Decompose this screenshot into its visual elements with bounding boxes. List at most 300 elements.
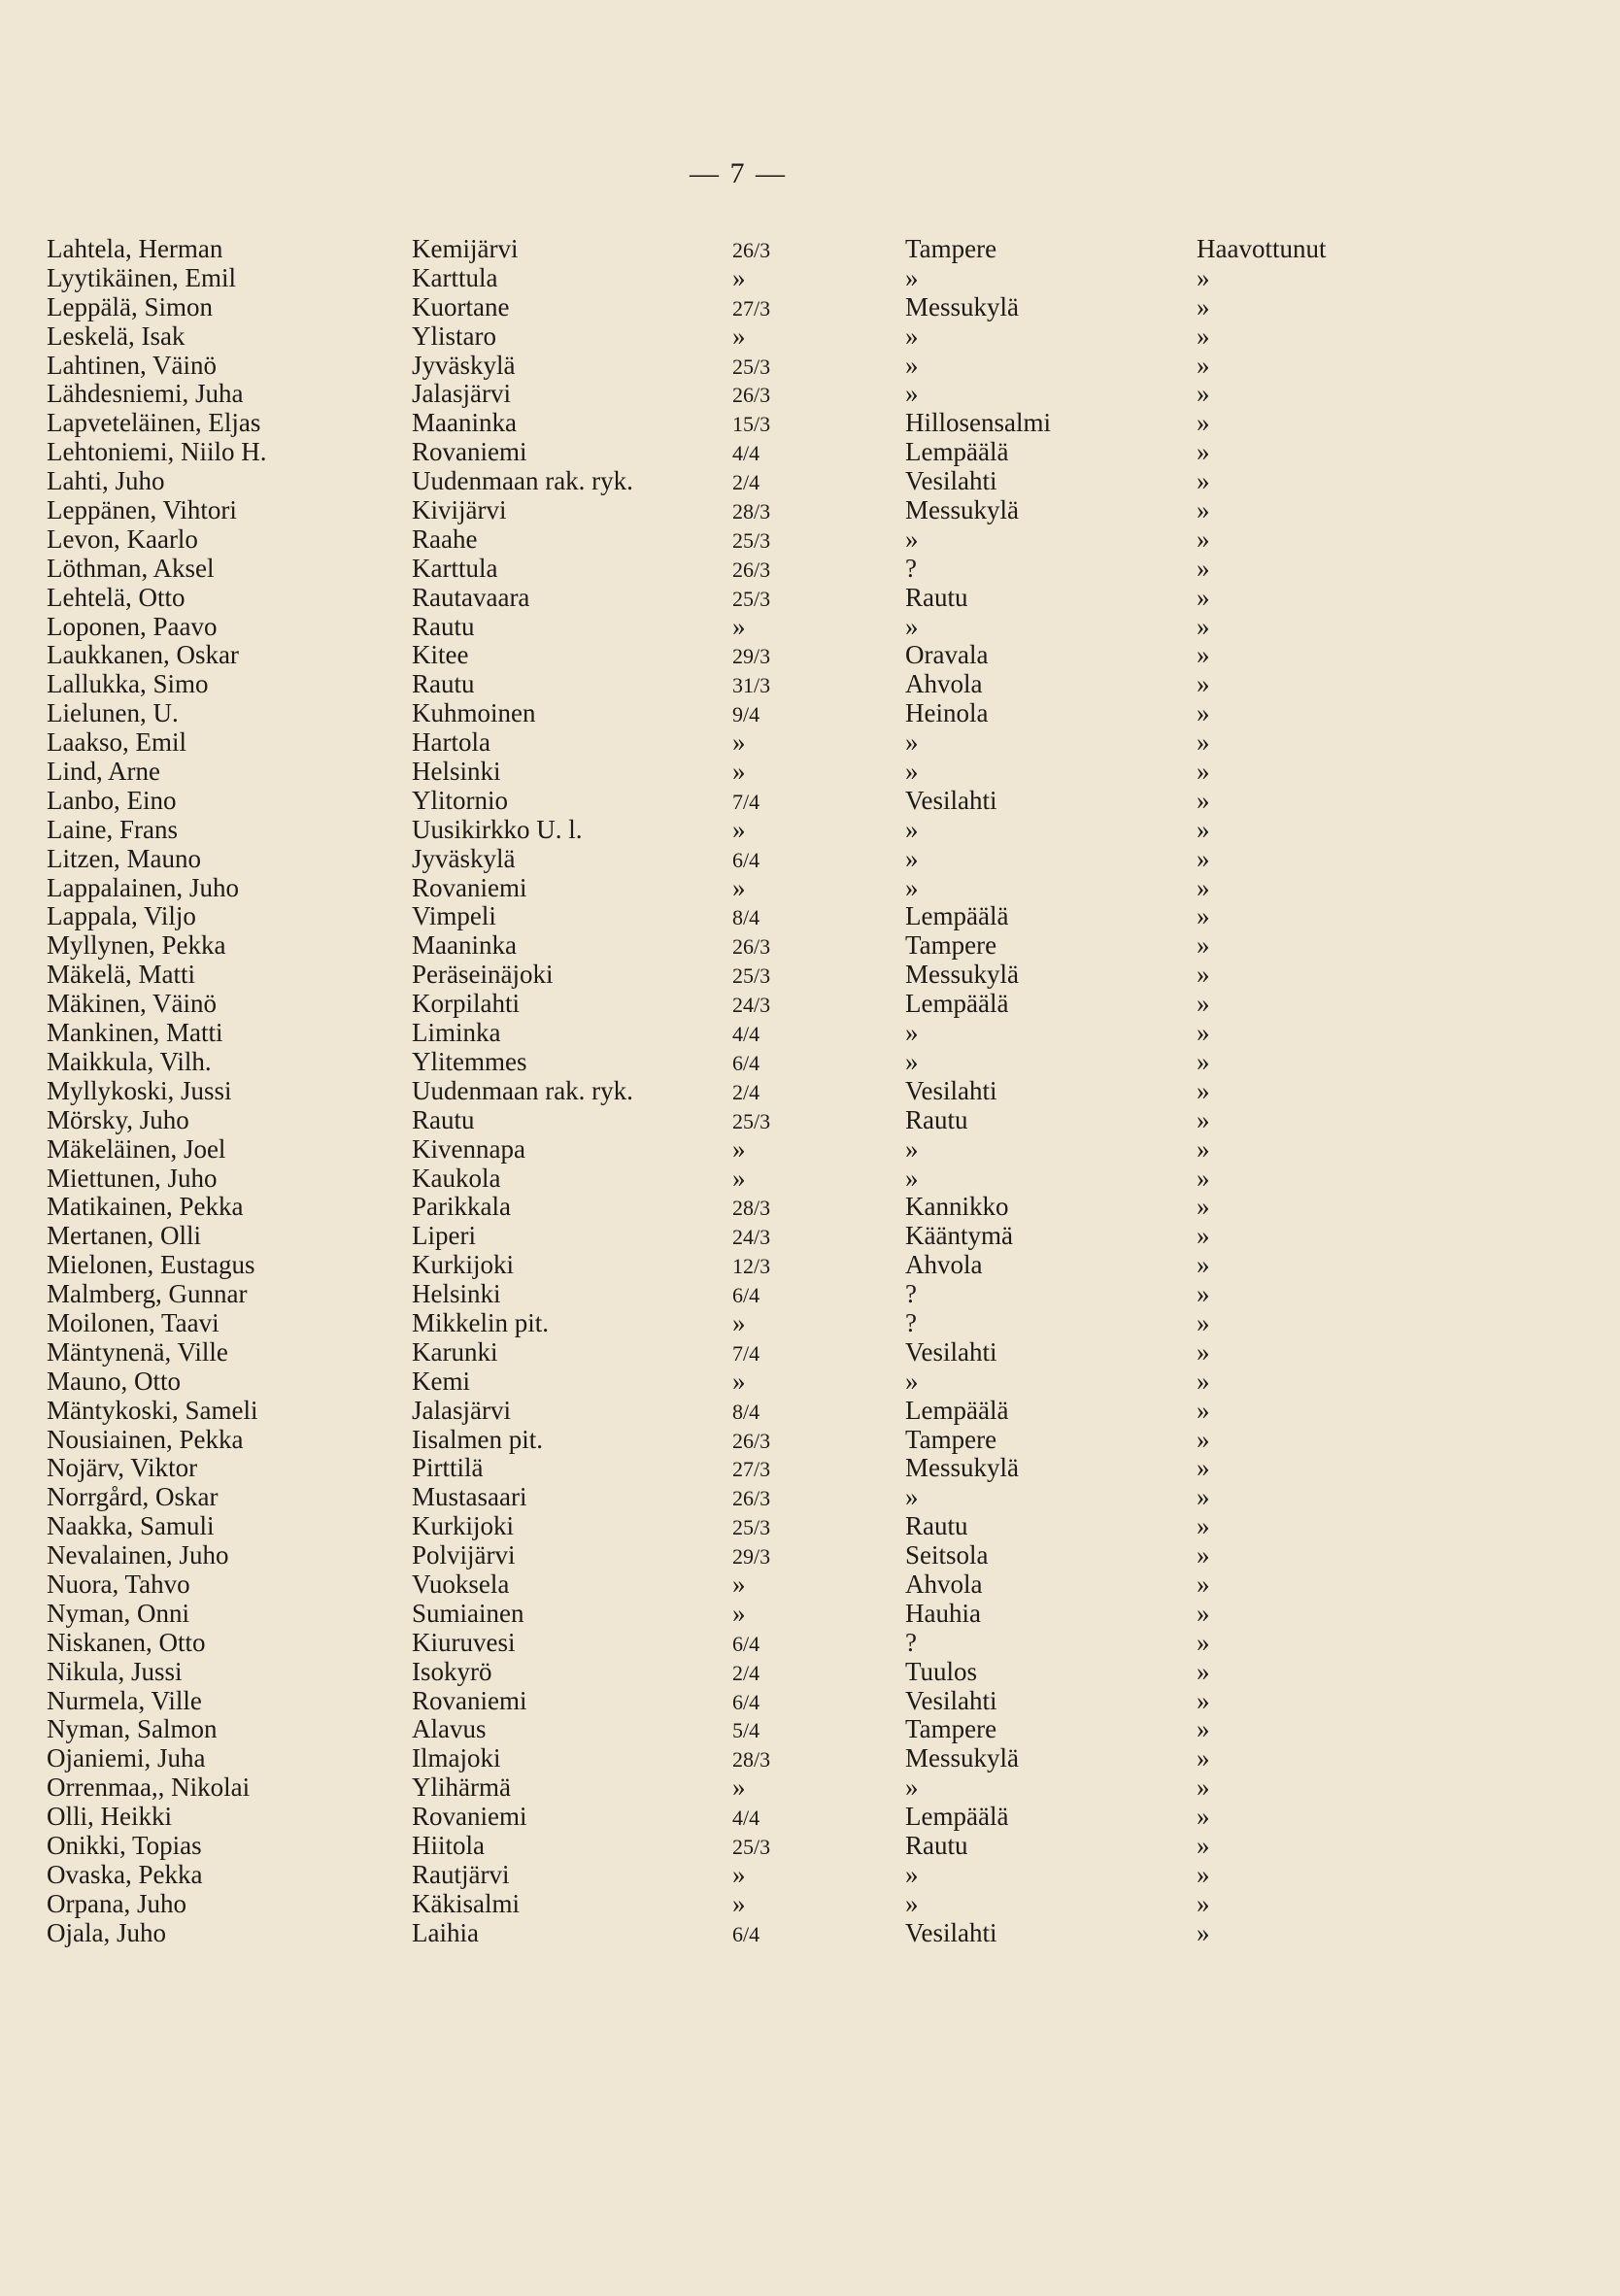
date-cell: » <box>732 757 746 787</box>
destination-cell: Ahvola <box>905 669 983 699</box>
destination-cell: » <box>905 1018 919 1048</box>
status-cell: » <box>1197 262 1210 292</box>
soldier-name-cell: Nyman, Onni <box>47 1598 189 1628</box>
date-cell: 28/3 <box>732 1747 771 1773</box>
soldier-name-cell: Lind, Arne <box>47 757 160 787</box>
date-cell: 25/3 <box>732 354 771 379</box>
list-row <box>47 1483 1329 1512</box>
destination-cell: » <box>905 727 919 758</box>
status-cell: » <box>1197 930 1210 961</box>
destination-cell: » <box>905 523 919 554</box>
home-place-cell: Kemi <box>412 1366 470 1396</box>
list-row <box>47 1280 1329 1309</box>
status-cell: » <box>1197 1773 1210 1803</box>
destination-cell: Kääntymä <box>905 1221 1013 1251</box>
home-place-cell: Mustasaari <box>412 1482 527 1512</box>
soldier-name-cell: Mankinen, Matti <box>47 1018 223 1048</box>
page-number: — 7 — <box>690 157 787 189</box>
home-place-cell: Uudenmaan rak. ryk. <box>412 466 633 496</box>
status-cell: » <box>1197 466 1210 496</box>
list-row <box>47 1135 1329 1165</box>
list-row <box>47 1861 1329 1890</box>
list-row <box>47 1715 1329 1744</box>
status-cell: » <box>1197 1279 1210 1309</box>
status-cell: » <box>1197 1714 1210 1744</box>
destination-cell: » <box>905 1366 919 1396</box>
status-cell: » <box>1197 1685 1210 1715</box>
destination-cell: Messukylä <box>905 495 1019 525</box>
home-place-cell: Vimpeli <box>412 901 496 931</box>
soldier-name-cell: Lallukka, Simo <box>47 669 209 699</box>
home-place-cell: Käkisalmi <box>412 1888 520 1918</box>
status-cell: » <box>1197 1511 1210 1541</box>
home-place-cell: Rautjärvi <box>412 1859 510 1889</box>
list-row <box>47 1919 1329 1948</box>
destination-cell: Vesilahti <box>905 1075 997 1105</box>
status-cell: » <box>1197 1163 1210 1193</box>
status-cell: » <box>1197 757 1210 787</box>
soldier-name-cell: Mäntynenä, Ville <box>47 1336 228 1367</box>
home-place-cell: Liperi <box>412 1221 476 1251</box>
home-place-cell: Rautu <box>412 1104 475 1134</box>
soldier-name-cell: Mäntykoski, Sameli <box>47 1395 258 1425</box>
destination-cell: Rautu <box>905 582 968 612</box>
date-cell: 8/4 <box>732 1399 760 1424</box>
soldier-name-cell: Lielunen, U. <box>47 698 179 728</box>
status-cell: » <box>1197 1830 1210 1860</box>
date-cell: 7/4 <box>732 789 760 814</box>
soldier-name-cell: Lapveteläinen, Eljas <box>47 408 261 438</box>
list-row <box>47 931 1329 961</box>
home-place-cell: Mikkelin pit. <box>412 1307 549 1337</box>
list-row <box>47 1803 1329 1832</box>
soldier-name-cell: Lahtela, Herman <box>47 234 223 263</box>
status-cell: » <box>1197 1366 1210 1396</box>
date-cell: 2/4 <box>732 1660 760 1685</box>
date-cell: 5/4 <box>732 1718 760 1743</box>
list-row <box>47 961 1329 990</box>
status-cell: » <box>1197 843 1210 873</box>
status-cell: » <box>1197 1424 1210 1454</box>
destination-cell: » <box>905 843 919 873</box>
destination-cell: Messukylä <box>905 1453 1019 1483</box>
date-cell: » <box>732 1307 746 1337</box>
status-cell: » <box>1197 408 1210 438</box>
home-place-cell: Isokyrö <box>412 1656 492 1686</box>
soldier-name-cell: Nojärv, Viktor <box>47 1453 198 1483</box>
date-cell: 26/3 <box>732 1428 771 1453</box>
destination-cell: Rautu <box>905 1104 968 1134</box>
soldier-name-cell: Nyman, Salmon <box>47 1714 218 1744</box>
destination-cell: » <box>905 1046 919 1076</box>
status-cell: » <box>1197 379 1210 409</box>
list-row <box>47 1658 1329 1687</box>
list-row <box>47 787 1329 816</box>
home-place-cell: Rovaniemi <box>412 1685 527 1715</box>
destination-cell: Lempäälä <box>905 437 1009 467</box>
date-cell: 25/3 <box>732 1515 771 1540</box>
date-cell: » <box>732 872 746 902</box>
date-cell: » <box>732 727 746 758</box>
status-cell: » <box>1197 1627 1210 1657</box>
destination-cell: Lempäälä <box>905 989 1009 1019</box>
destination-cell: Ahvola <box>905 1569 983 1599</box>
soldier-name-cell: Orrenmaa,, Nikolai <box>47 1773 251 1803</box>
soldier-name-cell: Lehtoniemi, Niilo H. <box>47 437 267 467</box>
list-row <box>47 1048 1329 1077</box>
list-row <box>47 758 1329 787</box>
destination-cell: » <box>905 872 919 902</box>
destination-cell: » <box>905 1163 919 1193</box>
destination-cell: ? <box>905 1627 917 1657</box>
soldier-name-cell: Nurmela, Ville <box>47 1685 202 1715</box>
list-row <box>47 555 1329 584</box>
status-cell: » <box>1197 1802 1210 1832</box>
list-row <box>47 1222 1329 1251</box>
soldier-name-cell: Myllykoski, Jussi <box>47 1075 232 1105</box>
status-cell: » <box>1197 1482 1210 1512</box>
list-row <box>47 613 1329 642</box>
status-cell: » <box>1197 989 1210 1019</box>
status-cell: » <box>1197 1917 1210 1947</box>
soldier-name-cell: Mielonen, Eustagus <box>47 1250 255 1280</box>
home-place-cell: Jalasjärvi <box>412 1395 511 1425</box>
list-row <box>47 1600 1329 1629</box>
home-place-cell: Rautu <box>412 669 475 699</box>
list-row <box>47 699 1329 728</box>
home-place-cell: Kurkijoki <box>412 1250 514 1280</box>
soldier-name-cell: Onikki, Topias <box>47 1830 202 1860</box>
status-cell: » <box>1197 1046 1210 1076</box>
destination-cell: » <box>905 262 919 292</box>
soldier-name-cell: Lanbo, Eino <box>47 785 177 815</box>
soldier-name-cell: Laine, Frans <box>47 814 178 844</box>
list-row <box>47 816 1329 845</box>
destination-cell: Kannikko <box>905 1192 1009 1222</box>
home-place-cell: Rovaniemi <box>412 872 527 902</box>
soldier-name-cell: Mörsky, Juho <box>47 1104 189 1134</box>
date-cell: 6/4 <box>732 1689 760 1714</box>
status-cell: » <box>1197 1133 1210 1164</box>
soldier-name-cell: Maikkula, Vilh. <box>47 1046 212 1076</box>
date-cell: 28/3 <box>732 499 771 524</box>
status-cell: » <box>1197 1250 1210 1280</box>
list-row <box>47 990 1329 1019</box>
destination-cell: » <box>905 1888 919 1918</box>
destination-cell: Rautu <box>905 1830 968 1860</box>
destination-cell: » <box>905 814 919 844</box>
home-place-cell: Karttula <box>412 262 498 292</box>
home-place-cell: Kiuruvesi <box>412 1627 516 1657</box>
status-cell: » <box>1197 611 1210 641</box>
soldier-name-cell: Naakka, Samuli <box>47 1511 215 1541</box>
status-cell: » <box>1197 1104 1210 1134</box>
soldier-name-cell: Niskanen, Otto <box>47 1627 206 1657</box>
status-cell: » <box>1197 640 1210 670</box>
soldier-name-cell: Norrgård, Oskar <box>47 1482 219 1512</box>
list-row <box>47 1773 1329 1803</box>
date-cell: » <box>732 1569 746 1599</box>
destination-cell: Vesilahti <box>905 1685 997 1715</box>
date-cell: 29/3 <box>732 644 771 669</box>
home-place-cell: Rautu <box>412 611 475 641</box>
status-cell: » <box>1197 1453 1210 1483</box>
status-cell: » <box>1197 582 1210 612</box>
date-cell: 25/3 <box>732 527 771 553</box>
status-cell: » <box>1197 1307 1210 1337</box>
list-row <box>47 1367 1329 1397</box>
home-place-cell: Polvijärvi <box>412 1540 516 1570</box>
home-place-cell: Karunki <box>412 1336 498 1367</box>
home-place-cell: Maaninka <box>412 930 517 961</box>
soldier-name-cell: Mäkinen, Väinö <box>47 989 217 1019</box>
date-cell: » <box>732 1859 746 1889</box>
list-row <box>47 1570 1329 1600</box>
date-cell: » <box>732 814 746 844</box>
soldier-name-cell: Loponen, Paavo <box>47 611 218 641</box>
home-place-cell: Liminka <box>412 1018 501 1048</box>
list-row <box>47 264 1329 293</box>
status-cell: » <box>1197 698 1210 728</box>
date-cell: 26/3 <box>732 934 771 960</box>
destination-cell: Tampere <box>905 1424 997 1454</box>
home-place-cell: Jyväskylä <box>412 350 516 380</box>
status-cell: » <box>1197 437 1210 467</box>
soldier-name-cell: Mauno, Otto <box>47 1366 181 1396</box>
status-cell: » <box>1197 1598 1210 1628</box>
list-row <box>47 496 1329 525</box>
home-place-cell: Peräseinäjoki <box>412 960 554 990</box>
destination-cell: Oravala <box>905 640 989 670</box>
list-row <box>47 1512 1329 1541</box>
destination-cell: Tampere <box>905 930 997 961</box>
soldier-name-cell: Laakso, Emil <box>47 727 186 758</box>
status-cell: » <box>1197 872 1210 902</box>
home-place-cell: Jyväskylä <box>412 843 516 873</box>
home-place-cell: Kitee <box>412 640 469 670</box>
soldier-name-cell: Lehtelä, Otto <box>47 582 186 612</box>
soldier-name-cell: Moilonen, Taavi <box>47 1307 219 1337</box>
home-place-cell: Jalasjärvi <box>412 379 511 409</box>
status-cell: » <box>1197 321 1210 351</box>
home-place-cell: Rautavaara <box>412 582 530 612</box>
date-cell: 6/4 <box>732 1921 760 1946</box>
list-row <box>47 902 1329 931</box>
home-place-cell: Alavus <box>412 1714 487 1744</box>
soldier-name-cell: Malmberg, Gunnar <box>47 1279 248 1309</box>
status-cell: Haavottunut <box>1197 234 1327 263</box>
destination-cell: ? <box>905 1279 917 1309</box>
home-place-cell: Pirttilä <box>412 1453 484 1483</box>
status-cell: » <box>1197 1221 1210 1251</box>
list-row <box>47 438 1329 467</box>
list-row <box>47 1077 1329 1106</box>
destination-cell: Heinola <box>905 698 989 728</box>
soldier-name-cell: Litzen, Mauno <box>47 843 201 873</box>
date-cell: » <box>732 321 746 351</box>
home-place-cell: Iisalmen pit. <box>412 1424 543 1454</box>
home-place-cell: Laihia <box>412 1917 479 1947</box>
status-cell: » <box>1197 1336 1210 1367</box>
soldier-name-cell: Nikula, Jussi <box>47 1656 183 1686</box>
destination-cell: Messukylä <box>905 1743 1019 1773</box>
destination-cell: Ahvola <box>905 1250 983 1280</box>
home-place-cell: Ylitornio <box>412 785 508 815</box>
list-row <box>47 728 1329 758</box>
destination-cell: ? <box>905 553 917 583</box>
home-place-cell: Uudenmaan rak. ryk. <box>412 1075 633 1105</box>
home-place-cell: Kuhmoinen <box>412 698 536 728</box>
home-place-cell: Ylistaro <box>412 321 496 351</box>
home-place-cell: Hartola <box>412 727 490 758</box>
date-cell: 4/4 <box>732 441 760 466</box>
status-cell: » <box>1197 1075 1210 1105</box>
status-cell: » <box>1197 1569 1210 1599</box>
destination-cell: » <box>905 379 919 409</box>
home-place-cell: Korpilahti <box>412 989 520 1019</box>
date-cell: 6/4 <box>732 1283 760 1308</box>
destination-cell: Hillosensalmi <box>905 408 1051 438</box>
destination-cell: Tampere <box>905 1714 997 1744</box>
list-row <box>47 1744 1329 1773</box>
list-row <box>47 670 1329 699</box>
status-cell: » <box>1197 1395 1210 1425</box>
list-row <box>47 1426 1329 1455</box>
destination-cell: Vesilahti <box>905 1917 997 1947</box>
date-cell: 6/4 <box>732 847 760 872</box>
list-row <box>47 1397 1329 1426</box>
date-cell: 9/4 <box>732 702 760 727</box>
destination-cell: » <box>905 1133 919 1164</box>
date-cell: 24/3 <box>732 1225 771 1250</box>
home-place-cell: Maaninka <box>412 408 517 438</box>
list-row <box>47 1251 1329 1280</box>
destination-cell: » <box>905 611 919 641</box>
soldier-name-cell: Lyytikäinen, Emil <box>47 262 236 292</box>
date-cell: » <box>732 1163 746 1193</box>
date-cell: 7/4 <box>732 1340 760 1366</box>
home-place-cell: Helsinki <box>412 1279 501 1309</box>
date-cell: 31/3 <box>732 673 771 698</box>
destination-cell: » <box>905 1859 919 1889</box>
date-cell: » <box>732 1773 746 1803</box>
destination-cell: Vesilahti <box>905 785 997 815</box>
list-row <box>47 1454 1329 1483</box>
status-cell: » <box>1197 495 1210 525</box>
date-cell: 2/4 <box>732 470 760 495</box>
date-cell: 26/3 <box>732 557 771 582</box>
soldier-name-cell: Lahti, Juho <box>47 466 165 496</box>
date-cell: 27/3 <box>732 295 771 321</box>
soldier-name-cell: Mäkeläinen, Joel <box>47 1133 226 1164</box>
list-row <box>47 352 1329 381</box>
destination-cell: Hauhia <box>905 1598 981 1628</box>
status-cell: » <box>1197 1859 1210 1889</box>
date-cell: 8/4 <box>732 905 760 930</box>
status-cell: » <box>1197 523 1210 554</box>
date-cell: 27/3 <box>732 1457 771 1482</box>
status-cell: » <box>1197 960 1210 990</box>
list-row <box>47 293 1329 322</box>
list-row <box>47 525 1329 555</box>
status-cell: » <box>1197 1888 1210 1918</box>
status-cell: » <box>1197 1540 1210 1570</box>
home-place-cell: Raahe <box>412 523 478 554</box>
date-cell: » <box>732 611 746 641</box>
destination-cell: Messukylä <box>905 960 1019 990</box>
status-cell: » <box>1197 785 1210 815</box>
soldier-name-cell: Lappala, Viljo <box>47 901 196 931</box>
status-cell: » <box>1197 669 1210 699</box>
list-row <box>47 1019 1329 1048</box>
list-row <box>47 584 1329 613</box>
date-cell: 26/3 <box>732 383 771 408</box>
status-cell: » <box>1197 727 1210 758</box>
soldier-name-cell: Matikainen, Pekka <box>47 1192 244 1222</box>
destination-cell: » <box>905 1482 919 1512</box>
list-row <box>47 1309 1329 1338</box>
list-row <box>47 235 1329 264</box>
home-place-cell: Kivijärvi <box>412 495 507 525</box>
list-row <box>47 641 1329 670</box>
soldier-name-cell: Ojaniemi, Juha <box>47 1743 206 1773</box>
soldier-name-cell: Nevalainen, Juho <box>47 1540 229 1570</box>
date-cell: 24/3 <box>732 993 771 1018</box>
status-cell: » <box>1197 1743 1210 1773</box>
list-row <box>47 1541 1329 1570</box>
destination-cell: Lempäälä <box>905 1802 1009 1832</box>
home-place-cell: Vuoksela <box>412 1569 510 1599</box>
date-cell: 4/4 <box>732 1022 760 1047</box>
soldier-name-cell: Myllynen, Pekka <box>47 930 226 961</box>
home-place-cell: Rovaniemi <box>412 1802 527 1832</box>
date-cell: » <box>732 1366 746 1396</box>
date-cell: 6/4 <box>732 1050 760 1075</box>
soldier-name-cell: Ojala, Juho <box>47 1917 166 1947</box>
list-row <box>47 1165 1329 1194</box>
date-cell: 26/3 <box>732 238 771 262</box>
date-cell: 28/3 <box>732 1196 771 1221</box>
soldier-name-cell: Lähdesniemi, Juha <box>47 379 244 409</box>
soldier-name-cell: Levon, Kaarlo <box>47 523 198 554</box>
date-cell: 2/4 <box>732 1079 760 1104</box>
date-cell: 25/3 <box>732 963 771 989</box>
date-cell: 26/3 <box>732 1486 771 1511</box>
soldier-name-cell: Nuora, Tahvo <box>47 1569 190 1599</box>
soldier-name-cell: Leppälä, Simon <box>47 291 213 321</box>
soldier-name-cell: Lahtinen, Väinö <box>47 350 217 380</box>
soldier-name-cell: Ovaska, Pekka <box>47 1859 203 1889</box>
list-row <box>47 1106 1329 1135</box>
list-row <box>47 467 1329 496</box>
date-cell: » <box>732 1888 746 1918</box>
home-place-cell: Kemijärvi <box>412 234 519 263</box>
destination-cell: Vesilahti <box>905 1336 997 1367</box>
date-cell: 25/3 <box>732 1834 771 1859</box>
list-row <box>47 380 1329 409</box>
soldier-name-cell: Olli, Heikki <box>47 1802 172 1832</box>
soldier-name-cell: Löthman, Aksel <box>47 553 215 583</box>
status-cell: » <box>1197 1018 1210 1048</box>
list-row <box>47 1890 1329 1919</box>
date-cell: 4/4 <box>732 1806 760 1831</box>
date-cell: 25/3 <box>732 586 771 611</box>
soldier-name-cell: Mertanen, Olli <box>47 1221 201 1251</box>
date-cell: 12/3 <box>732 1254 771 1279</box>
roster-list <box>47 235 1329 1948</box>
home-place-cell: Ylitemmes <box>412 1046 527 1076</box>
home-place-cell: Kuortane <box>412 291 510 321</box>
